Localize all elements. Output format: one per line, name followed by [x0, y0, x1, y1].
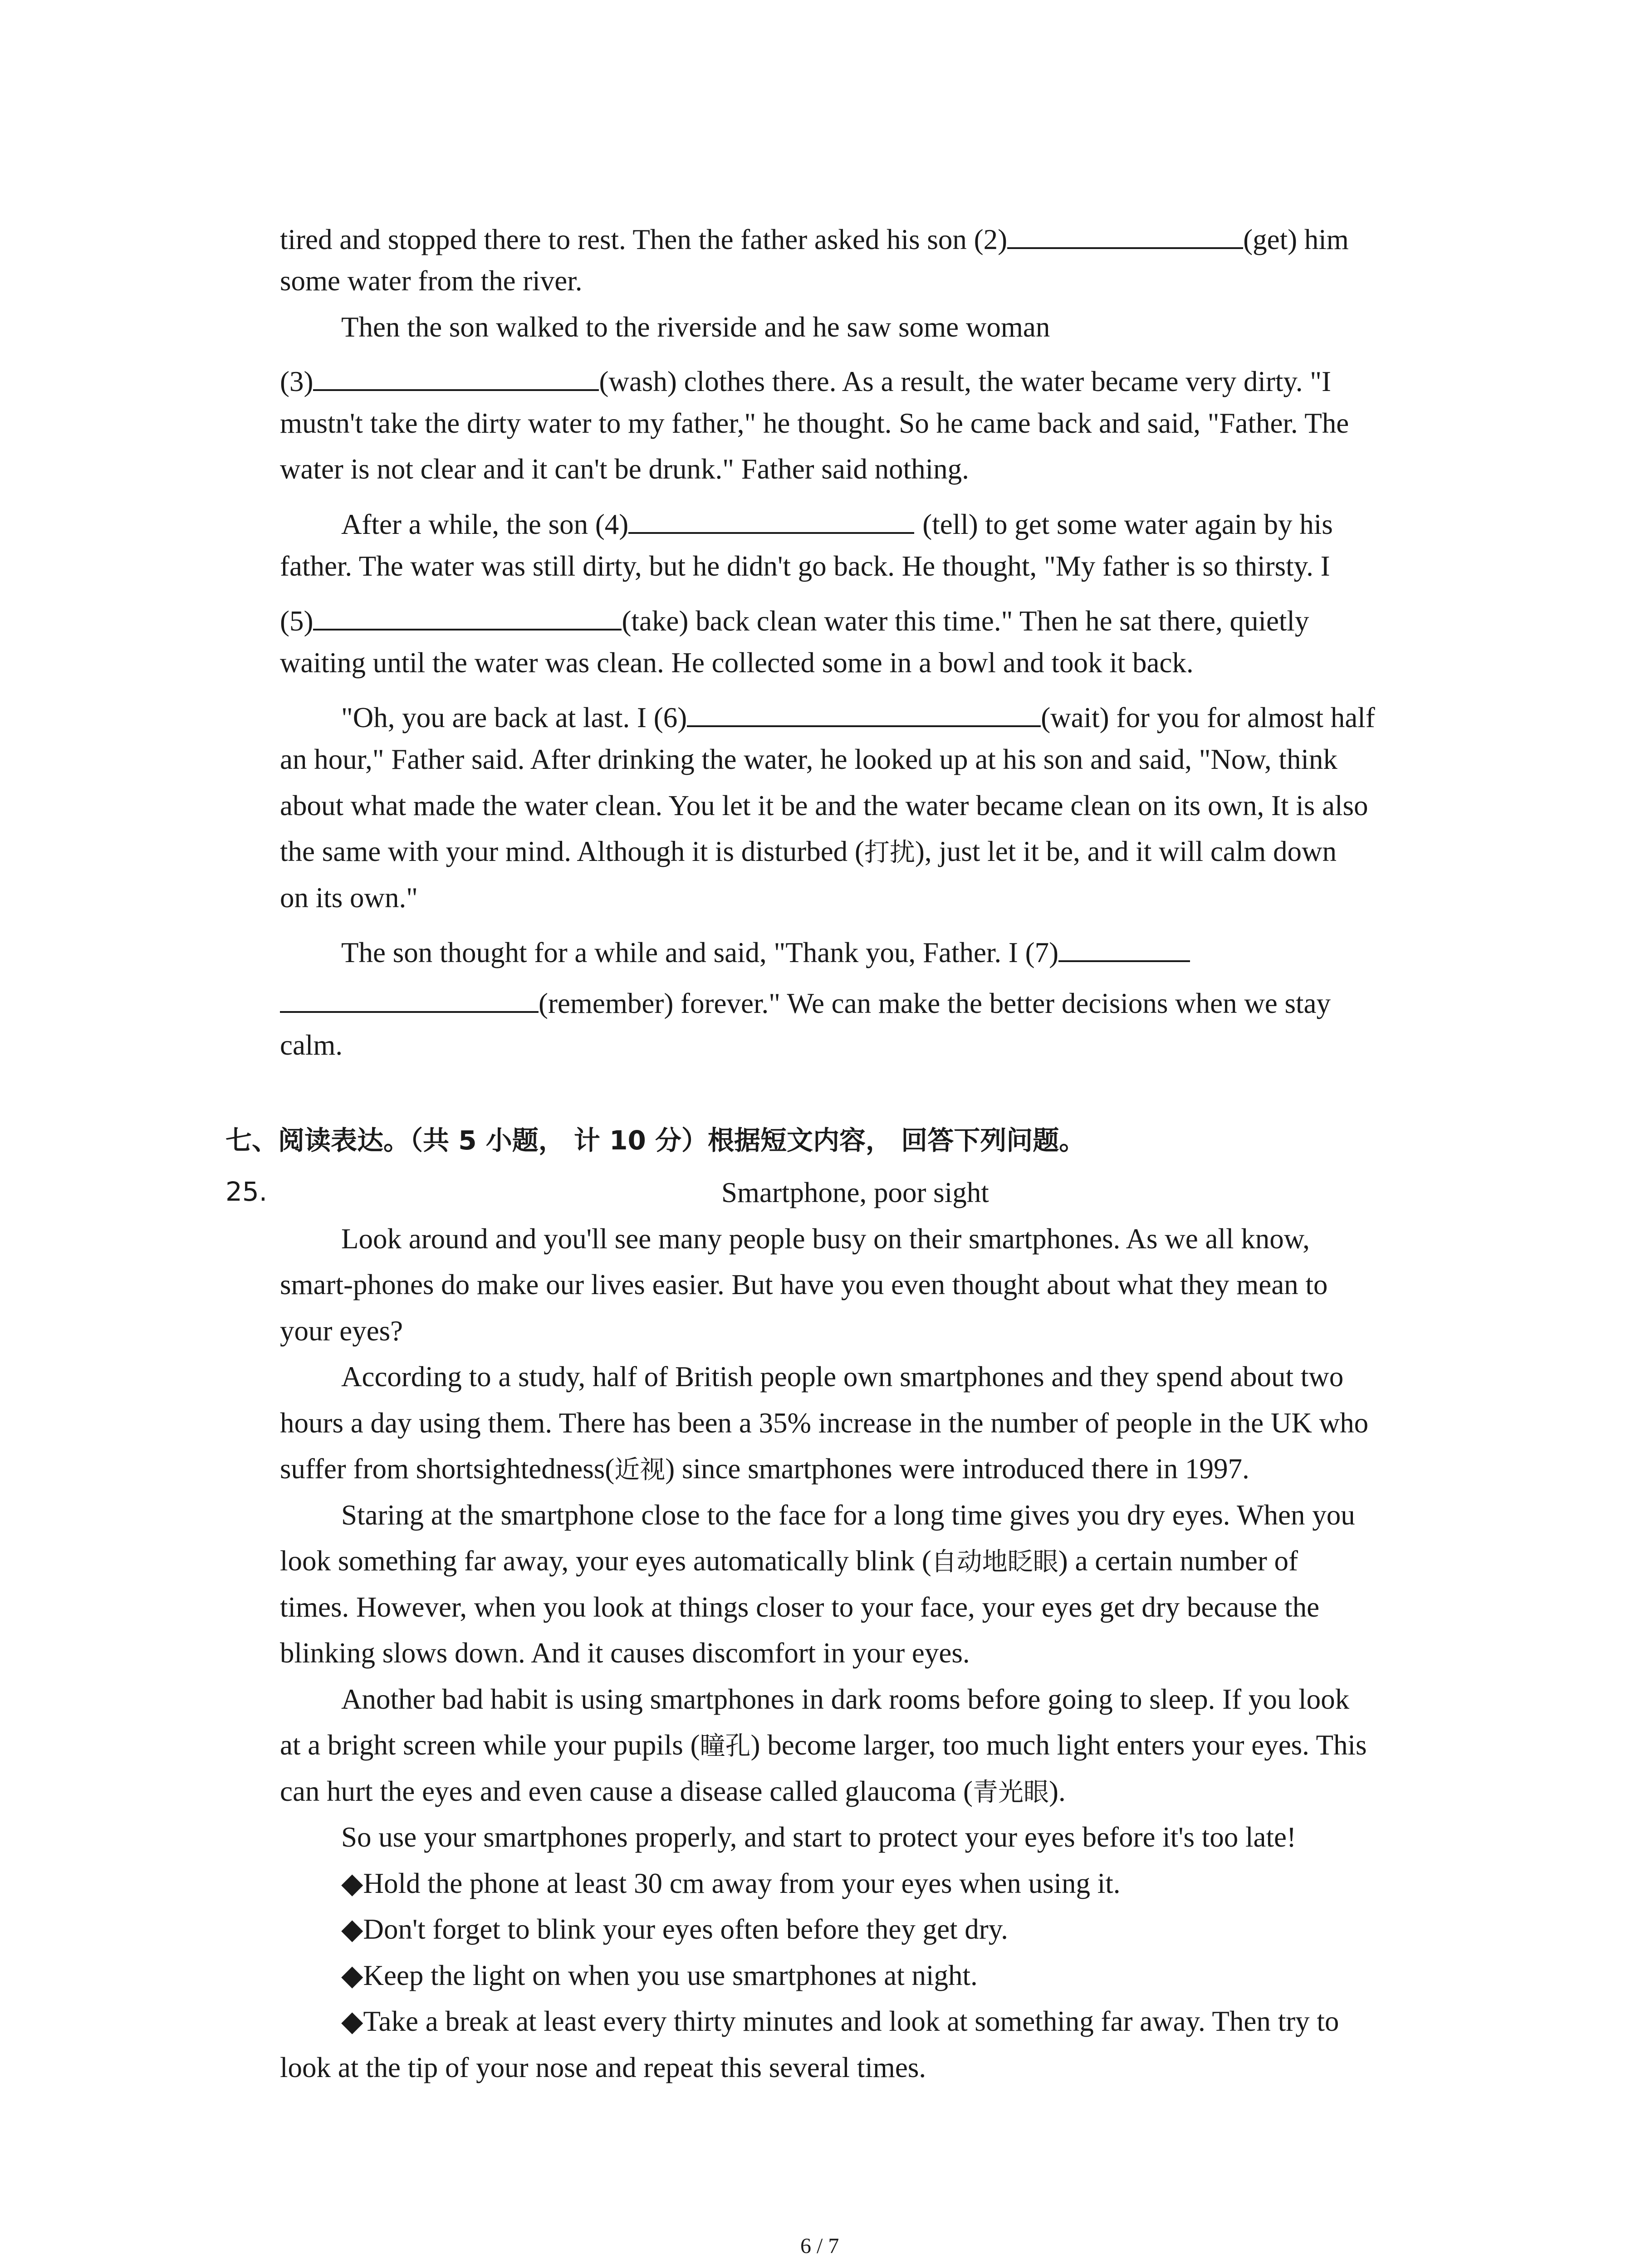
text: (get) him: [1243, 224, 1349, 255]
text: Another bad habit is using smartphones in dark rooms before going to sleep. If you look: [341, 1683, 1350, 1715]
bullet-item: [341, 1869, 1121, 1898]
text: ) since smartphones were introduced there in 1997.: [665, 1453, 1249, 1485]
chinese-gloss: 近视: [614, 1455, 666, 1485]
section-heading: 七、阅读表达。（共 5 小题， 计 10 分）根据短文内容， 回答下列问题。: [225, 1125, 1086, 1156]
bullet-icon: ◆: [341, 1867, 363, 1899]
answer-blank-3[interactable]: [313, 363, 599, 391]
text-line: [341, 699, 1375, 732]
text: ) become larger, too much light enters your eyes. This: [750, 1729, 1367, 1761]
text: on its own.": [280, 882, 418, 914]
text: The son thought for a while and said, "Thank you, Father. I (7): [341, 937, 1059, 968]
text-line: [280, 552, 1330, 581]
text: Hold the phone at least 30 cm away from your eyes when using it.: [363, 1867, 1121, 1899]
text: waiting until the water was clean. He collected some in a bowl and took it back.: [280, 647, 1194, 679]
text: calm.: [280, 1029, 343, 1061]
text-line: [280, 221, 1349, 254]
text: an hour," Father said. After drinking the water, he looked up at his son and said, "Now, think: [280, 743, 1337, 775]
text: Don't forget to blink your eyes often before they get dry.: [363, 1913, 1008, 1945]
text-line: [280, 2053, 926, 2082]
text: After a while, the son (4): [341, 508, 629, 540]
text: times. However, when you look at things closer to your face, your eyes get dry because the: [280, 1591, 1320, 1623]
chinese-gloss: 打扰: [864, 838, 915, 867]
answer-blank-4[interactable]: [628, 506, 914, 534]
text-line: [280, 363, 1331, 396]
text: water is not clear and it can't be drunk." Father said nothing.: [280, 453, 969, 485]
text-line: [280, 1639, 970, 1667]
text-line: [280, 649, 1194, 677]
text: look at the tip of your nose and repeat this several times.: [280, 2052, 926, 2083]
text-line: [280, 1271, 1327, 1299]
text-line: [341, 1823, 1296, 1852]
text: (wait) for you for almost half: [1041, 702, 1375, 733]
answer-blank-5[interactable]: [313, 602, 622, 631]
text-line: [280, 1777, 1066, 1806]
text: ) a certain number of: [1058, 1545, 1298, 1577]
text: about what made the water clean. You let it be and the water became clean on its own, It is also: [280, 790, 1368, 821]
text: smart-phones do make our lives easier. But have you even thought about what they mean to: [280, 1269, 1328, 1300]
question-number: 25.: [225, 1176, 268, 1207]
text: Then the son walked to the riverside and he saw some woman: [341, 311, 1050, 343]
text-line: [341, 934, 1190, 967]
text-line: [341, 506, 1333, 539]
bullet-item: [341, 2007, 1339, 2036]
text: Keep the light on when you use smartphones at night.: [363, 1960, 978, 1991]
chinese-gloss: 瞳孔: [700, 1731, 751, 1761]
text: (5): [280, 605, 314, 637]
text-line: [341, 1501, 1355, 1530]
text: (wash) clothes there. As a result, the water became very dirty. "I: [599, 366, 1331, 397]
bullet-icon: ◆: [341, 1913, 363, 1945]
passage-title: Smartphone, poor sight: [721, 1177, 989, 1208]
answer-blank-6[interactable]: [687, 699, 1041, 727]
text-line: [280, 1409, 1368, 1437]
text: mustn't take the dirty water to my father," he thought. So he came back and said, "Father. The: [280, 407, 1349, 439]
text: ), just let it be, and it will calm down: [915, 836, 1337, 867]
text-line: [280, 1731, 1367, 1760]
answer-blank-7a[interactable]: [1058, 934, 1190, 962]
text-line: [341, 313, 1050, 342]
text: your eyes?: [280, 1315, 403, 1347]
text: According to a study, half of British people own smartphones and they spend about two: [341, 1361, 1344, 1393]
text: at a bright screen while your pupils (: [280, 1729, 700, 1761]
text-line: [280, 1455, 1249, 1483]
text: (3): [280, 366, 314, 397]
text-line: [280, 1593, 1319, 1622]
text-line: [280, 602, 1309, 635]
chinese-gloss: 青光眼: [973, 1778, 1049, 1807]
text-line: [280, 792, 1368, 820]
text: look something far away, your eyes automatically blink (: [280, 1545, 931, 1577]
text: suffer from shortsightedness(: [280, 1453, 615, 1485]
text: Staring at the smartphone close to the face for a long time gives you dry eyes. When you: [341, 1499, 1355, 1531]
text: Take a break at least every thirty minutes and look at something far away. Then try to: [363, 2005, 1339, 2037]
bullet-item: [341, 1961, 978, 1990]
text: father. The water was still dirty, but he didn't go back. He thought, "My father is so thirsty. I: [280, 550, 1330, 582]
text: the same with your mind. Although it is disturbed (: [280, 836, 864, 867]
text-line: [280, 455, 969, 484]
text-line: [280, 745, 1337, 774]
text: (tell) to get some water again by his: [922, 508, 1333, 540]
text-line: [280, 1547, 1298, 1575]
page-number: 6 / 7: [800, 2234, 839, 2258]
text: "Oh, you are back at last. I (6): [341, 702, 687, 733]
text: some water from the river.: [280, 265, 583, 297]
text-line: [341, 1685, 1349, 1714]
text-line: [280, 837, 1337, 866]
text: ).: [1049, 1775, 1066, 1807]
text: hours a day using them. There has been a 35% increase in the number of people in the UK who: [280, 1407, 1369, 1439]
bullet-icon: ◆: [341, 1960, 363, 1991]
text-line: [280, 1317, 403, 1345]
text: So use your smartphones properly, and start to protect your eyes before it's too late!: [341, 1821, 1296, 1853]
text-line: [280, 267, 583, 295]
text: tired and stopped there to rest. Then the father asked his son (2): [280, 224, 1008, 255]
bullet-item: [341, 1915, 1008, 1944]
answer-blank-7b[interactable]: [280, 985, 539, 1013]
bullet-icon: ◆: [341, 2005, 363, 2037]
text: can hurt the eyes and even cause a disease called glaucoma (: [280, 1775, 973, 1807]
text-line: [341, 1363, 1343, 1391]
text: blinking slows down. And it causes discomfort in your eyes.: [280, 1637, 970, 1669]
answer-blank-2[interactable]: [1007, 221, 1243, 249]
text-line: [280, 884, 418, 912]
text: (take) back clean water this time." Then he sat there, quietly: [622, 605, 1309, 637]
text: (remember) forever." We can make the better decisions when we stay: [539, 987, 1331, 1019]
text: Look around and you'll see many people busy on their smartphones. As we all know,: [341, 1223, 1310, 1255]
text-line: [280, 985, 1331, 1018]
chinese-gloss: 自动地眨眼: [931, 1547, 1058, 1577]
text-line: [341, 1225, 1310, 1253]
text-line: [280, 409, 1349, 438]
text-line: [280, 1031, 343, 1060]
